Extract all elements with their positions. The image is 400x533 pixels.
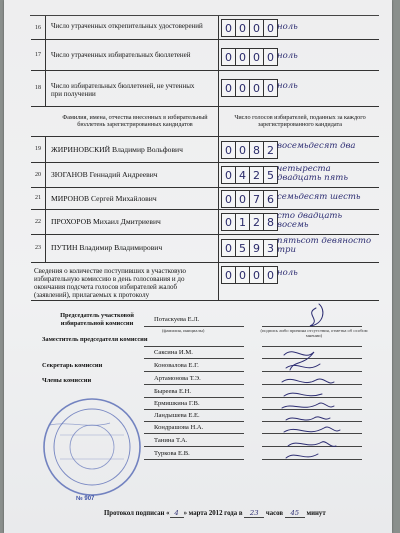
row-number: 18: [31, 70, 46, 106]
candidate-name: ЖИРИНОВСКИЙ Владимир Вольфович: [51, 145, 183, 154]
digit-boxes: 0 5 9 3: [221, 239, 277, 257]
row-number: 20: [31, 162, 46, 187]
table-row: [31, 16, 379, 40]
candidates-header: [31, 106, 379, 137]
header-votes: Число голосов избирателей, поданных за каждого зарегистрированного кандидата: [234, 114, 366, 128]
signed-hour: 23: [244, 509, 264, 518]
protocol-sheet: [4, 0, 392, 533]
table-row: [31, 70, 379, 107]
value-in-words: ноль: [277, 51, 298, 61]
value-in-words: ноль: [277, 81, 298, 91]
table-row: [31, 39, 379, 71]
header-candidates: Фамилия, имена, отчества внесенных в избирательный бюллетень зарегистрированных кандидатов: [62, 114, 208, 128]
member-name: Кондрашова Н.А.: [154, 424, 204, 431]
value-in-words: ноль: [277, 22, 298, 32]
members-label: Члены комиссии: [42, 377, 92, 384]
row-number: 21: [31, 187, 46, 209]
chair-label: Председатель участковой избирательной комиссии: [60, 312, 134, 327]
sign-hint: (подпись либо причина отсутствия, отметка об особом мнении): [260, 328, 368, 338]
candidate-name: ПУТИН Владимир Владимирович: [51, 243, 163, 252]
candidate-name: ПРОХОРОВ Михаил Дмитриевич: [51, 217, 161, 226]
value-in-words: пятьсот девяносто три: [277, 236, 372, 255]
signed-day: 4: [170, 509, 184, 518]
member-name: Туркова Е.В.: [154, 450, 190, 457]
digit-boxes: 0 0 0 0: [221, 19, 277, 37]
fio-hint: (фамилия, инициалы): [162, 328, 205, 333]
row-label: Число утраченных избирательных бюллетеней: [51, 51, 191, 59]
digit-boxes: 0 0 0 0: [221, 266, 277, 284]
member-name: Танина Т.А.: [154, 437, 188, 444]
member-name: Коновалова Е.Г.: [154, 362, 199, 369]
row-number: 16: [31, 16, 46, 39]
member-name: Артамонова Т.Э.: [154, 375, 201, 382]
candidate-row: [31, 136, 379, 163]
protocol-signed-line: Протокол подписан « 4 » марта 2012 года в 23 часов 45 минут: [104, 509, 326, 517]
secretary-label: Секретарь комиссии: [42, 362, 103, 369]
candidate-row: [31, 162, 379, 188]
digit-boxes: 0 0 0 0: [221, 79, 277, 97]
value-in-words: восемьдесят два: [277, 141, 356, 151]
deputy-label: Заместитель председателя комиссии: [42, 336, 148, 343]
digit-boxes: 0 0 8 2: [221, 141, 277, 159]
row-number: 22: [31, 209, 46, 234]
value-in-words: ноль: [277, 268, 298, 278]
member-name: Саксина И.М.: [154, 349, 193, 356]
member-name: Ермишкина Г.В.: [154, 400, 200, 407]
candidate-name: МИРОНОВ Сергей Михайлович: [51, 194, 157, 203]
row-label: Число утраченных открепительных удостоверений: [51, 22, 203, 30]
complaints-row: [31, 262, 379, 301]
digit-boxes: 0 4 2 5: [221, 166, 277, 184]
candidate-row: [31, 209, 379, 235]
signed-minute: 45: [285, 509, 305, 518]
member-name: Ландышева Е.Е.: [154, 412, 200, 419]
value-in-words: сто двадцать восемь: [277, 211, 343, 230]
digit-boxes: 0 0 7 6: [221, 190, 277, 208]
candidate-row: [31, 234, 379, 263]
complaints-label: Сведения о количестве поступивших в участковую избирательную комиссию в день голосования и до окончания подсчета голосов избирателей жалоб (заявлений), прилагаемых к протоколу: [34, 267, 186, 299]
digit-boxes: 0 1 2 8: [221, 213, 277, 231]
row-label: Число избирательных бюллетеней, не учтенных при получении: [51, 82, 195, 98]
row-number: 23: [31, 234, 46, 262]
signatures-scribbles: [264, 300, 374, 470]
value-in-words: четыреста двадцать пять: [277, 164, 348, 183]
value-in-words: семьдесят шесть: [277, 192, 361, 202]
row-number: 17: [31, 39, 46, 70]
candidate-row: [31, 187, 379, 210]
row-number: 19: [31, 136, 46, 162]
stamp-number: № 907: [76, 496, 95, 502]
official-stamp-icon: [40, 395, 144, 499]
member-name: Быреева Е.Н.: [154, 388, 192, 395]
candidate-name: ЗЮГАНОВ Геннадий Андреевич: [51, 170, 158, 179]
digit-boxes: 0 0 0 0: [221, 48, 277, 66]
chair-name: Потаскуева Е.Л.: [154, 316, 200, 323]
